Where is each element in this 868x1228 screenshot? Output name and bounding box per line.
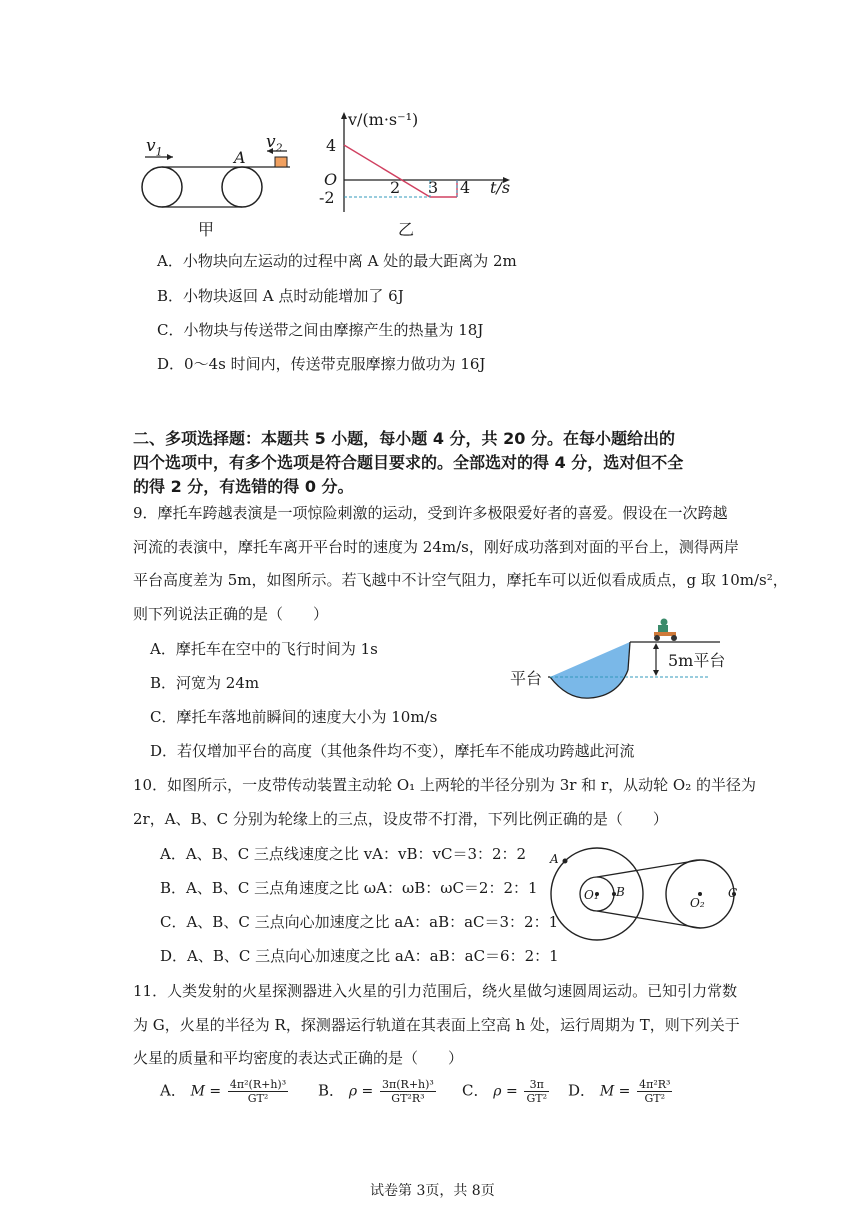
- pulley-point-c: C: [728, 886, 738, 900]
- q11-line3: 火星的质量和平均密度的表达式正确的是（ ）: [133, 1049, 464, 1067]
- section2-line3: 的得 2 分，有选错的得 0 分。: [133, 477, 354, 496]
- q11-option-d: D． M = $\frac{\text{4π²R³}}{\text{GT²}}$: [568, 1078, 671, 1105]
- q9-option-d: D．若仅增加平台的高度（其他条件均不变），摩托车不能成功跨越此河流: [150, 742, 635, 760]
- q8-option-d: D．0～4s 时间内，传送带克服摩擦力做功为 16J: [157, 355, 486, 373]
- x-tick-3: 3: [428, 178, 439, 197]
- q9-line1: 9．摩托车跨越表演是一项惊险刺激的运动，受到许多极限爱好者的喜爱。假设在一次跨越: [133, 504, 728, 522]
- q9-line4: 则下列说法正确的是（ ）: [133, 605, 329, 623]
- q9-line2: 河流的表演中，摩托车离开平台时的速度为 24m/s，刚好成功落到对面的平台上，测得两岸: [133, 538, 739, 556]
- pulley-o2: O₂: [690, 896, 705, 910]
- v2-label: $v_2$: [266, 132, 283, 155]
- q9-option-a: A．摩托车在空中的飞行时间为 1s: [150, 640, 378, 658]
- x-axis-label: t/s: [490, 178, 511, 197]
- motorcycle-rider-icon: [654, 619, 677, 642]
- q10-option-a: A．A、B、C 三点线速度之比 vA：vB：vC＝3：2：2: [160, 845, 527, 863]
- point-a-label: A: [234, 148, 246, 167]
- q10-line2: 2r，A、B、C 分别为轮缘上的三点，设皮带不打滑，下列比例正确的是（ ）: [133, 810, 668, 828]
- q11-option-b: B． ρ = $\frac{\text{3π(R+h)³}}{\text{GT²R³}}$: [318, 1078, 434, 1105]
- pulley-point-a: A: [550, 852, 559, 866]
- x-tick-2: 2: [390, 178, 401, 197]
- q11-line1: 11．人类发射的火星探测器进入火星的引力范围后，绕火星做匀速圆周运动。已知引力常数: [133, 982, 738, 1000]
- q10-option-d: D．A、B、C 三点向心加速度之比 aA：aB：aC＝6：2：1: [160, 947, 559, 965]
- q9-option-b: B．河宽为 24m: [150, 674, 260, 692]
- y-tick-4: 4: [326, 136, 337, 155]
- x-tick-4: 4: [460, 178, 471, 197]
- y-tick-neg2: -2: [319, 188, 335, 207]
- q11-option-a: A． M = $\frac{\text{4π²(R+h)³}}{\text{GT²}}$: [160, 1078, 287, 1105]
- q8-option-b: B．小物块返回 A 点时动能增加了 6J: [157, 287, 404, 305]
- page-footer: 试卷第 3页，共 8页: [370, 1183, 495, 1199]
- q10-option-c: C．A、B、C 三点向心加速度之比 aA：aB：aC＝3：2：1: [160, 913, 559, 931]
- v1-label: $v_1$: [146, 136, 163, 159]
- q11-option-c: C． ρ = $\frac{3\pi}{\text{GT²}}$: [462, 1078, 548, 1105]
- q8-option-c: C．小物块与传送带之间由摩擦产生的热量为 18J: [157, 321, 484, 339]
- origin-label: O: [324, 170, 338, 189]
- pulley-figure: [545, 838, 745, 968]
- pulley-point-b: B: [616, 885, 625, 899]
- river-fig-right-label: 5m平台: [668, 651, 726, 670]
- section2-line1: 二、多项选择题：本题共 5 小题，每小题 4 分，共 20 分。在每小题给出的: [133, 429, 675, 448]
- q9-option-c: C．摩托车落地前瞬间的速度大小为 10m/s: [150, 708, 438, 726]
- figure-yi-caption: 乙: [398, 220, 415, 239]
- figure-jia-caption: 甲: [198, 220, 215, 239]
- q9-line3: 平台高度差为 5m，如图所示。若飞越中不计空气阻力，摩托车可以近似看成质点，g 取 10m/s²，: [133, 571, 788, 589]
- y-axis-label: v/(m·s⁻¹): [348, 110, 419, 129]
- q8-option-a: A．小物块向左运动的过程中离 A 处的最大距离为 2m: [157, 252, 517, 270]
- q10-line1: 10．如图所示，一皮带传动装置主动轮 O₁ 上两轮的半径分别为 3r 和 r，从动轮 O₂ 的半径为: [133, 776, 756, 794]
- river-fig-left-label: 平台: [510, 669, 543, 688]
- pulley-o1: O₁: [584, 888, 599, 902]
- q10-option-b: B．A、B、C 三点角速度之比 ωA：ωB：ωC＝2：2：1: [160, 879, 538, 897]
- q11-line2: 为 G，火星的半径为 R，探测器运行轨道在其表面上空高 h 处，运行周期为 T，则下列关于: [133, 1016, 740, 1034]
- section2-line2: 四个选项中，有多个选项是符合题目要求的。全部选对的得 4 分，选对但不全: [133, 453, 684, 472]
